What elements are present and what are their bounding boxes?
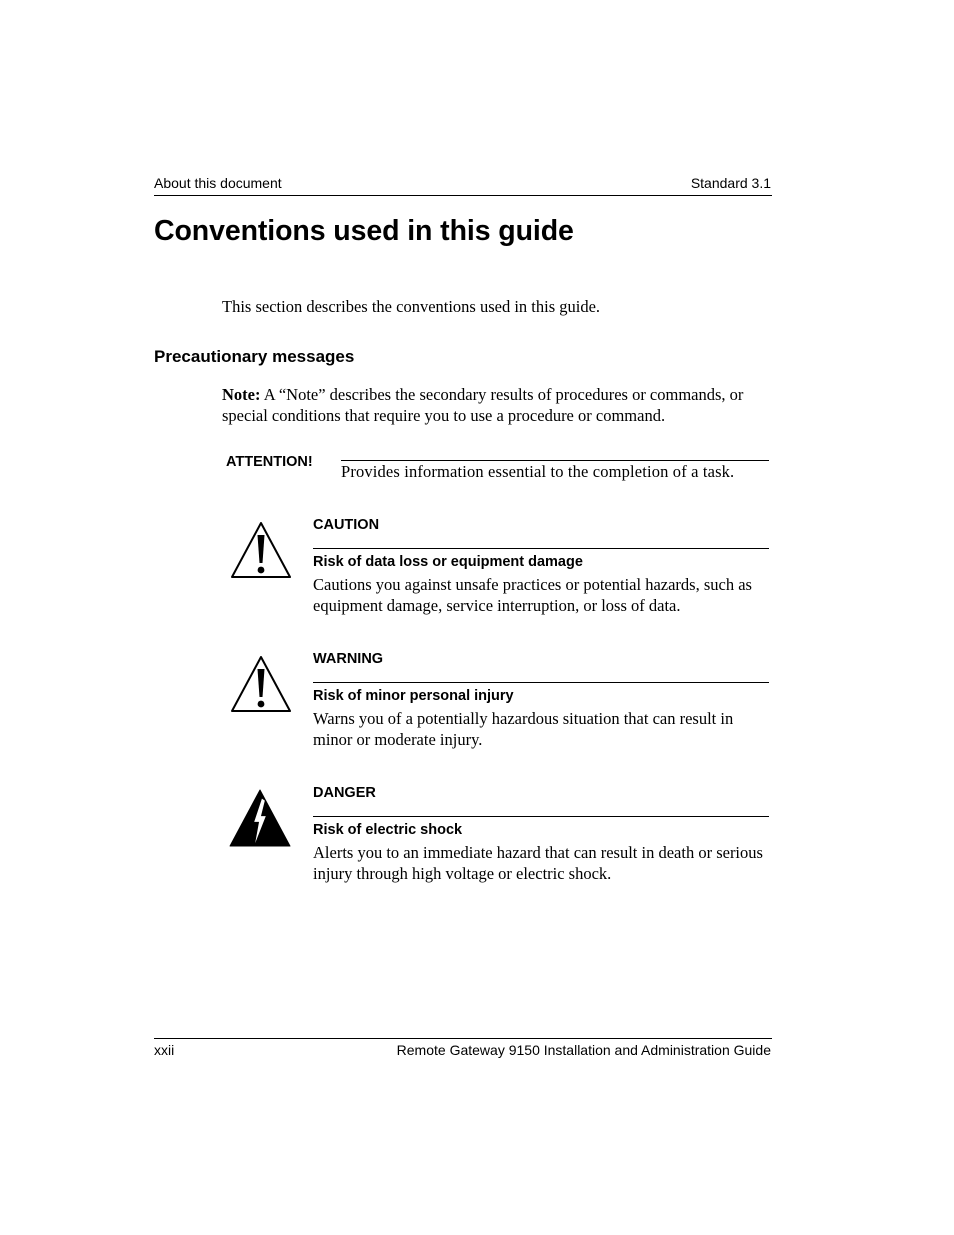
warning-triangle-icon [230,655,292,713]
attention-text: Provides information essential to the completion of a task. [341,462,735,481]
warning-rule [313,682,769,683]
note-text: A “Note” describes the secondary results of procedures or commands, or special conditions that require you to use a procedure or command. [222,385,744,425]
page-title: Conventions used in this guide [154,215,574,247]
note-paragraph [222,385,772,426]
caution-text: Cautions you against unsafe practices or potential hazards, such as equipment damage, service interruption, or loss of data. [313,575,752,615]
danger-label: DANGER [313,785,376,801]
warning-subtitle: Risk of minor personal injury [313,688,514,704]
caution-subtitle: Risk of data loss or equipment damage [313,554,583,570]
warning-text: Warns you of a potentially hazardous situation that can result in minor or moderate injury. [313,709,734,749]
note-label: Note: [222,385,261,404]
danger-text: Alerts you to an immediate hazard that can result in death or serious injury through high voltage or electric shock. [313,843,763,883]
caution-label: CAUTION [313,517,380,533]
danger-subtitle: Risk of electric shock [313,822,463,838]
section-heading: Precautionary messages [154,347,355,366]
running-header-section: About this document [154,175,282,191]
caution-warning-triangle-icon [230,521,292,579]
attention-label: ATTENTION! [226,454,313,470]
footer-rule [154,1038,772,1039]
danger-rule [313,816,769,817]
warning-label: WARNING [313,651,384,667]
caution-rule [313,548,769,549]
page-number: xxii [154,1042,175,1058]
attention-rule [341,460,769,461]
intro-paragraph: This section describes the conventions used in this guide. [222,297,601,316]
running-header-version: Standard 3.1 [690,175,771,191]
header-rule [154,195,772,196]
footer-guide-title: Remote Gateway 9150 Installation and Administration Guide [396,1042,771,1058]
electric-shock-icon [229,789,291,847]
